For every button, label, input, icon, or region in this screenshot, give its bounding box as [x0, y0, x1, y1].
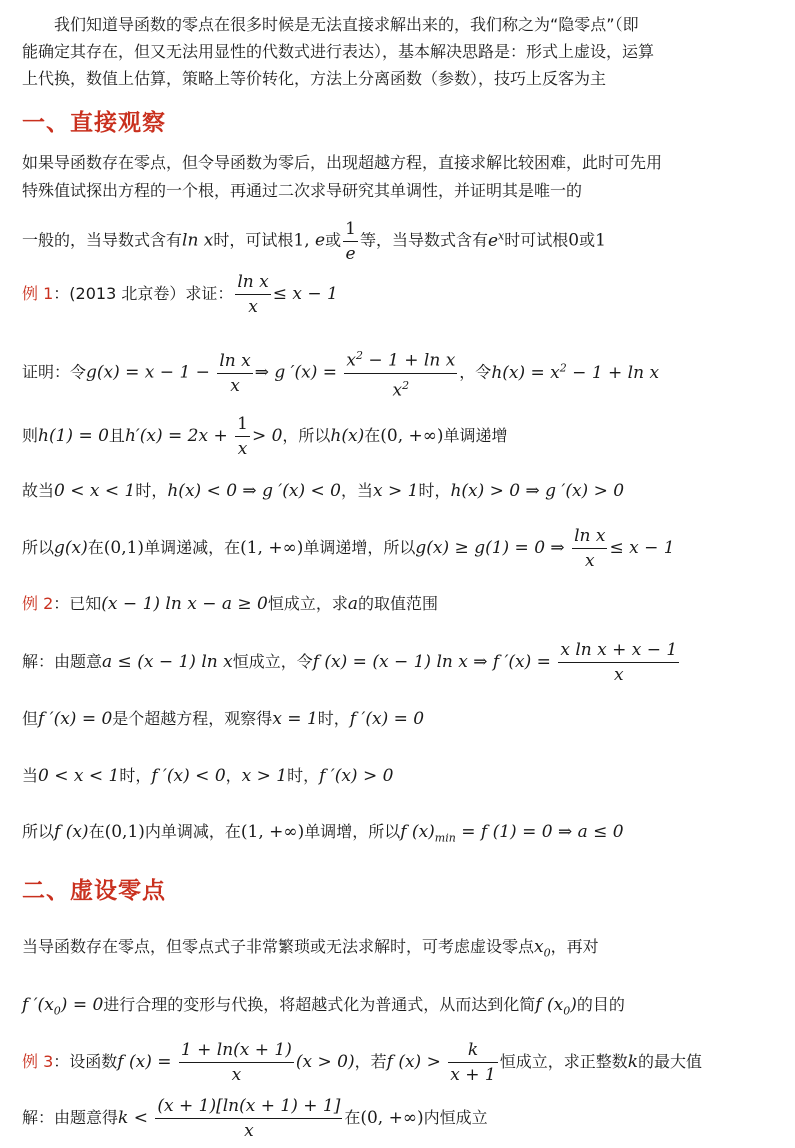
section-1-para-line-2: 特殊值试探出方程的一个根，再通过二次求导研究其单调性，并证明其是唯一的 [22, 181, 583, 200]
section-1-para-line-1: 如果导函数存在零点，但令导函数为零后，出现超越方程，直接求解比较困难，此时可先用 [22, 153, 663, 172]
example-1-label: 例 1 [22, 284, 54, 303]
section-2-title: 二、虚设零点 [22, 878, 166, 904]
example-3-label: 例 3 [22, 1052, 54, 1071]
example-2-label: 例 2 [22, 594, 54, 613]
example-2-solution-line-3: 当0 < x < 1时，f ′(x) < 0，x > 1时，f ′(x) > 0 [22, 766, 394, 786]
example-2-solution-line-1: 解：由题意a ≤ (x − 1) ln x恒成立，令f (x) = (x − 1) ln x ⇒ f ′(x) = $\frac{\text{x ln x + x − 1}}{x}$ [22, 640, 678, 685]
example-1-proof-line-4: 所以g(x)在(0,1)单调递减，在(1, +∞)单调递增，所以g(x) ≥ g(1) = 0 ⇒ $\frac{\text{ln x}}{x}$ ≤ x − 1 [22, 526, 675, 571]
section-1-para-line-3: 一般的，当导数式含有ln x时，可试根1, e或 $\frac{1}{e}$ 等，当导数式含有$e^x$时可试根0或1 [22, 218, 606, 264]
frac-one-over-e: $\frac{1}{e}$ [345, 218, 356, 264]
section-1-title: 一、直接观察 [22, 110, 166, 136]
example-1-statement: 例 1：(2013 北京卷）求证： $\frac{\text{ln x}}{x}$ ≤ x − 1 [22, 272, 338, 317]
example-3-statement: 例 3：设函数f (x) = $\frac{1 + \ln(x + 1)}{x}$ (x > 0)，若f (x) > $\frac{k}{x + 1}$ 恒成立，求正整数k的最大值 [22, 1040, 703, 1085]
example-1-proof-line-3: 故当0 < x < 1时，h(x) < 0 ⇒ g ′(x) < 0，当x > 1时，h(x) > 0 ⇒ g ′(x) > 0 [22, 481, 625, 501]
section-2-para-line-1: 当导函数存在零点，但零点式子非常繁琐或无法求解时，可考虑虚设零点$x_0$，再对 [22, 937, 599, 960]
section-2-para-line-2: f $'(x_0) = 0$进行合理的变形与代换，将超越式化为普通式，从而达到化简f $(x_0)$的目的 [22, 995, 625, 1018]
example-2-solution-line-4: 所以f (x)在(0,1)内单调减，在(1, +∞)单调增，所以f $(x)_{min} = f$ (1) = 0 ⇒ a ≤ 0 [22, 822, 624, 845]
intro-line-2: 能确定其存在，但又无法用显性的代数式进行表达），基本解决思路是：形式上虚设，运算 [22, 42, 655, 61]
intro-line-3: 上代换，数值上估算，策略上等价转化，方法上分离函数（参数），技巧上反客为主 [22, 69, 607, 88]
example-2-statement: 例 2：已知(x − 1) ln x − a ≥ 0恒成立，求a的取值范围 [22, 594, 439, 614]
intro-line-1: 我们知道导函数的零点在很多时候是无法直接求解出来的，我们称之为“隐零点”（即 [54, 15, 639, 34]
example-2-solution-line-2: 但f ′(x) = 0是个超越方程，观察得x = 1时，f ′(x) = 0 [22, 709, 425, 729]
example-1-proof-line-1: 证明：令g(x) = x − 1 − $\frac{\text{ln x}}{x}$ ⇒ g ′(x) = $\frac{x^2 - 1 + \ln x}{x^2}$ ，令$h(x) = x^2 - 1 + \ln x$ [22, 338, 785, 403]
example-3-solution-line-1: 解：由题意得k < $\frac{(x + 1)[\ln(x + 1) + 1]}{x}$ 在(0, +∞)内恒成立 [22, 1096, 488, 1141]
example-1-proof-line-2: 则h(1) = 0且h′(x) = 2x + $\frac{1}{x}$ > 0，所以h(x)在(0, +∞)单调递增 [22, 414, 508, 459]
